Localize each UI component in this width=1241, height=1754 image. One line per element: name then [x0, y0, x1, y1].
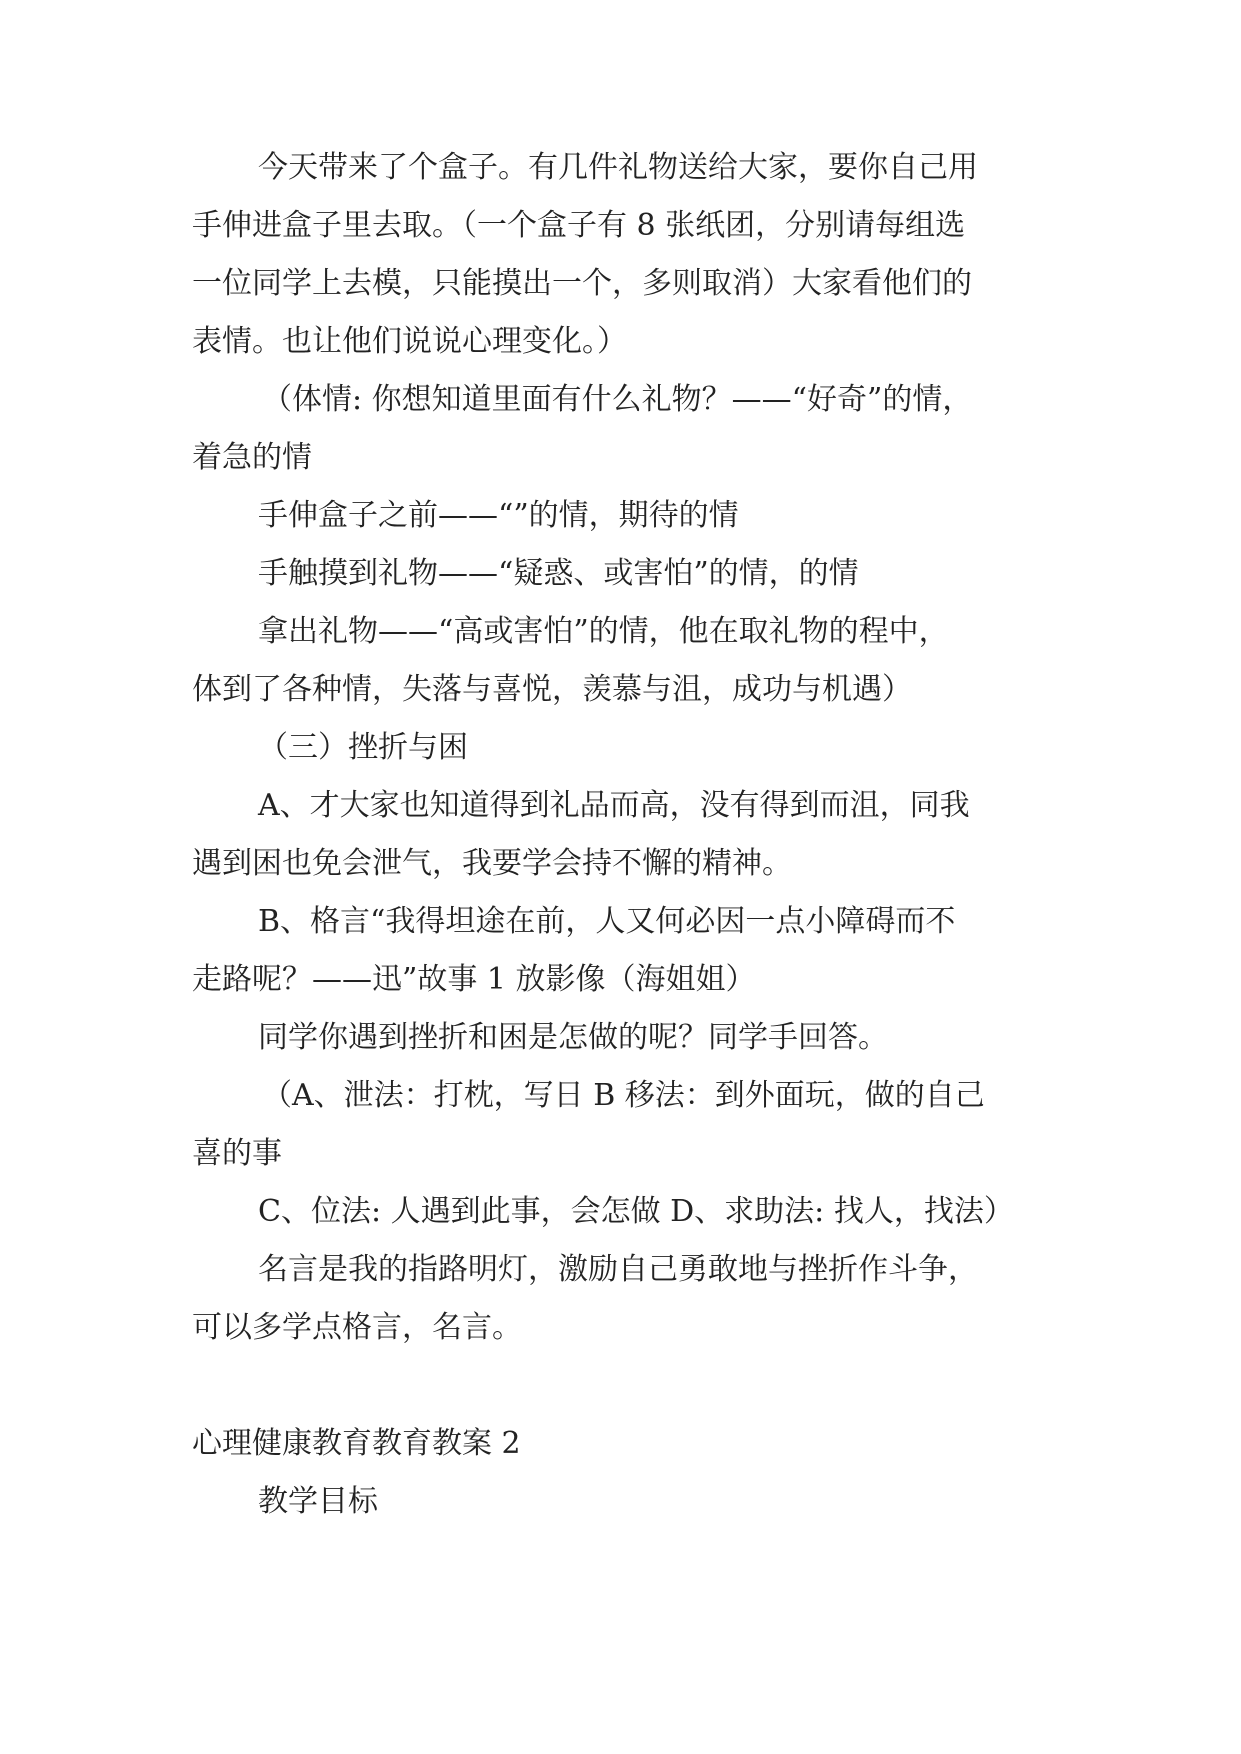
text-line-1: 今天带来了个盒子。有几件礼物送给大家，要你自己用: [258, 150, 978, 185]
text-line-15: 走路呢？——迅”故事 1 放影像（海姐姐）: [192, 962, 756, 997]
text-line-6: 着急的情: [192, 440, 312, 475]
text-line-13: 遇到困也免会泄气，我要学会持不懈的精神。: [192, 846, 792, 881]
text-line-17: （A、泄法：打枕，写日 B 移法：到外面玩，做的自己: [262, 1078, 985, 1113]
text-line-3: 一位同学上去模，只能摸出一个，多则取消）大家看他们的: [192, 266, 972, 301]
section-heading: （三）挫折与困: [258, 730, 468, 765]
text-line-10: 体到了各种情，失落与喜悦，羡慕与沮，成功与机遇）: [192, 672, 912, 707]
teaching-goal-heading: 教学目标: [258, 1484, 378, 1519]
text-line-2: 手伸进盒子里去取。（一个盒子有 8 张纸团，分别请每组选: [192, 208, 966, 243]
text-line-19: C、位法: 人遇到此事，会怎做 D、求助法: 找人，找法）: [258, 1194, 1014, 1229]
text-line-4: 表情。也让他们说说心理变化。）: [192, 324, 627, 359]
text-line-5: （体情: 你想知道里面有什么礼物？——“好奇”的情，: [262, 382, 973, 417]
text-line-9: 拿出礼物——“高或害怕”的情，他在取礼物的程中，: [258, 614, 949, 649]
text-line-16: 同学你遇到挫折和困是怎做的呢？同学手回答。: [258, 1020, 888, 1055]
text-line-21: 可以多学点格言，名言。: [192, 1310, 522, 1345]
text-line-12: A、才大家也知道得到礼品而高，没有得到而沮，同我: [258, 788, 970, 823]
text-line-18: 喜的事: [192, 1136, 282, 1171]
text-line-8: 手触摸到礼物——“疑惑、或害怕”的情，的情: [258, 556, 859, 591]
document-title: 心理健康教育教育教案 2: [192, 1426, 521, 1461]
text-line-7: 手伸盒子之前——“”的情，期待的情: [258, 498, 739, 533]
text-line-14: B、格言“我得坦途在前，人又何必因一点小障碍而不: [258, 904, 956, 939]
text-line-20: 名言是我的指路明灯，激励自己勇敢地与挫折作斗争，: [258, 1252, 978, 1287]
